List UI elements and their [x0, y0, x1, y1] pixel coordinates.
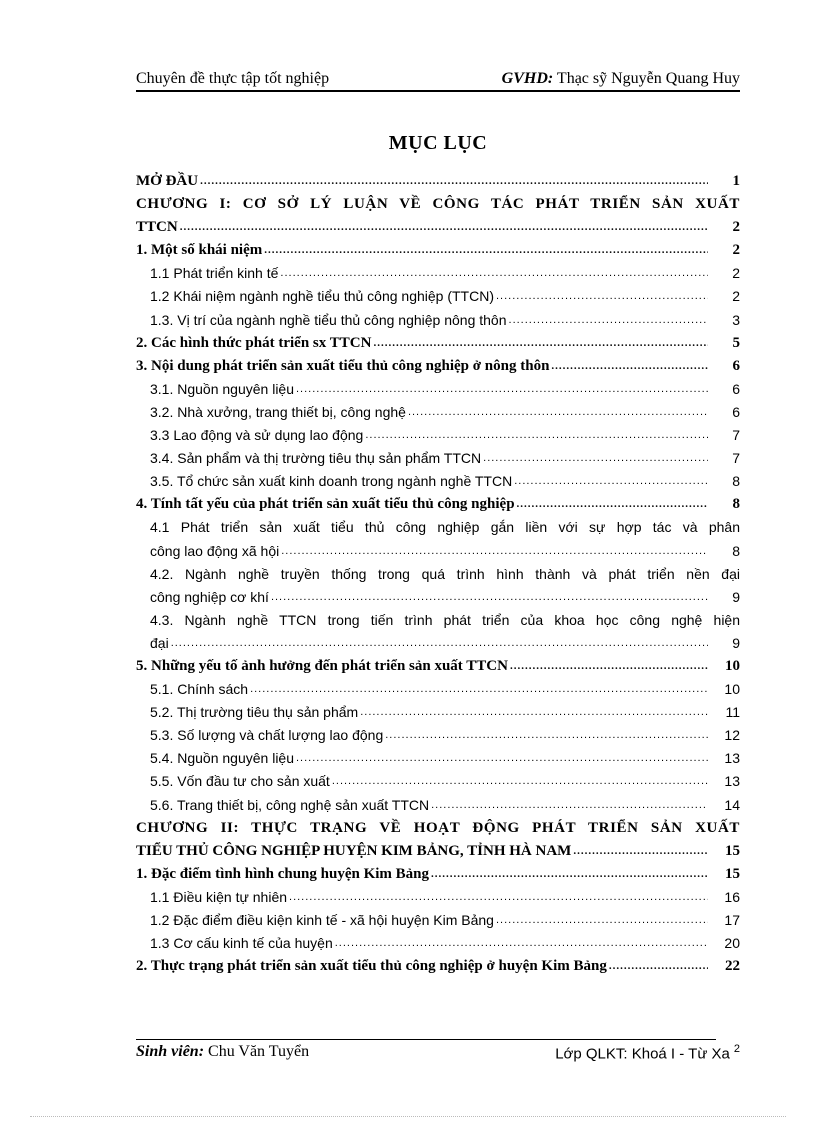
advisor-label: GVHD: [501, 70, 554, 87]
dot-leader [335, 932, 708, 955]
dot-leader [431, 863, 708, 886]
toc-entry-text: 1.2 Đặc điểm điều kiện kinh tế - xã hội huyện Kim Bảng [150, 912, 494, 928]
toc-entry-section[interactable] [136, 355, 740, 378]
footer-class [555, 1043, 740, 1063]
dot-leader [483, 447, 708, 470]
toc-entry-text: 1. Đặc điểm tình hình chung huyện Kim Bảng [136, 865, 429, 882]
toc-entry-subsection[interactable] [136, 770, 740, 793]
student-label: Sinh viên: [136, 1043, 205, 1060]
toc-entry-chapter-1[interactable] [136, 193, 740, 239]
footer-student [136, 1043, 309, 1063]
table-of-contents [136, 170, 740, 978]
dot-leader [280, 262, 708, 285]
toc-entry-subsection[interactable] [136, 678, 740, 701]
toc-page-number: 10 [724, 681, 740, 698]
toc-entry-text: 4. Tính tất yếu của phát triển sản xuất tiểu thủ công nghiệp [136, 496, 515, 513]
dot-leader [271, 586, 708, 609]
toc-entry-subsection[interactable] [136, 309, 740, 332]
toc-entry-text: công nghiệp cơ khí [150, 588, 269, 605]
dot-leader [250, 678, 708, 701]
dot-leader [332, 770, 708, 793]
toc-entry-subsection[interactable] [136, 262, 740, 285]
toc-page-number: 2 [732, 288, 740, 305]
dot-leader [373, 332, 708, 355]
toc-entry-text: 3.3 Lao động và sử dụng lao động [150, 427, 364, 444]
page-footer [136, 1043, 740, 1063]
toc-entry-section[interactable] [136, 863, 740, 886]
toc-page-number: 3 [732, 311, 740, 328]
toc-entry-text: MỞ ĐẦU [136, 173, 199, 189]
dot-leader [573, 840, 708, 863]
toc-entry-section[interactable] [136, 655, 740, 678]
toc-page-number: 2 [732, 265, 740, 282]
toc-entry-subsection[interactable] [136, 285, 740, 308]
dot-leader [360, 701, 708, 724]
toc-entry-text: 1.1 Phát triển kinh tế [150, 265, 279, 282]
toc-page-number: 15 [725, 865, 740, 882]
dot-leader [609, 955, 708, 978]
toc-entry-text: công lao động xã hội [150, 542, 280, 559]
dot-leader [296, 747, 708, 770]
toc-page-number: 14 [724, 796, 740, 813]
toc-page-number: 15 [725, 842, 740, 859]
header-advisor [502, 70, 740, 88]
toc-page-number: 17 [724, 912, 740, 928]
toc-page-number: 1 [732, 173, 740, 189]
toc-entry-chapter-2[interactable] [136, 817, 740, 863]
toc-entry-section[interactable] [136, 239, 740, 262]
toc-entry-text: TTCN [136, 219, 178, 236]
toc-entry-subsection[interactable] [136, 724, 740, 747]
dot-leader [431, 794, 708, 817]
toc-page-number: 10 [725, 657, 740, 674]
dot-leader [180, 216, 708, 239]
toc-entry-text: 5.2. Thị trường tiêu thụ sản phẩm [150, 704, 359, 721]
toc-entry-text: 1.1 Điều kiện tự nhiên [150, 888, 288, 905]
toc-entry-subsection[interactable] [136, 794, 740, 817]
toc-page-number: 20 [724, 935, 740, 952]
dot-leader [264, 239, 708, 262]
toc-entry-subsection[interactable] [136, 747, 740, 770]
toc-entry-text: 5.1. Chính sách [150, 681, 249, 698]
toc-entry-text: 3. Nội dung phát triển sản xuất tiểu thủ công nghiệp ở nông thôn [136, 357, 550, 374]
dot-leader [517, 493, 708, 516]
toc-entry-section[interactable] [136, 493, 740, 516]
toc-entry-subsection[interactable] [136, 401, 740, 424]
toc-page-number: 6 [732, 357, 740, 374]
toc-entry-text: 1.2 Khái niệm ngành nghề tiểu thủ công nghiệp (TTCN) [150, 288, 494, 305]
dot-leader [365, 424, 708, 447]
toc-entry-subsection[interactable] [136, 516, 740, 562]
toc-entry-subsection[interactable] [136, 609, 740, 655]
toc-entry-text: 1.3. Vị trí của ngành nghề tiểu thủ công nghiệp nông thôn [150, 311, 507, 328]
toc-page-number: 8 [732, 473, 740, 490]
toc-entry-text: 1. Một số khái niệm [136, 242, 263, 259]
toc-entry-subsection[interactable] [136, 932, 740, 955]
toc-page-number: 2 [732, 242, 740, 259]
toc-entry-text: 5.6. Trang thiết bị, công nghệ sản xuất TTCN [150, 796, 430, 813]
toc-entry-text-line1: CHƯƠNG II: THỰC TRẠNG VỀ HOẠT ĐỘNG PHÁT TRIỂN SẢN XUẤT [136, 819, 740, 836]
toc-entry-subsection[interactable] [136, 563, 740, 609]
toc-entry-subsection[interactable] [136, 909, 740, 932]
header-document-type: Chuyên đề thực tập tốt nghiệp [136, 70, 330, 87]
advisor-name: Thạc sỹ Nguyễn Quang Huy [556, 70, 740, 87]
toc-page-number: 11 [725, 704, 740, 721]
toc-page-number: 8 [732, 496, 740, 513]
dot-leader [408, 401, 708, 424]
toc-entry-text: 5.4. Nguồn nguyên liệu [150, 750, 294, 767]
dot-leader [514, 470, 708, 493]
toc-page-number: 16 [724, 888, 740, 905]
page-number: 2 [733, 1043, 740, 1055]
page-edge-divider [30, 1116, 786, 1117]
toc-page-number: 9 [732, 634, 740, 651]
toc-entry-subsection[interactable] [136, 886, 740, 909]
toc-page-number: 22 [725, 958, 740, 975]
toc-entry-subsection[interactable] [136, 701, 740, 724]
toc-entry-section[interactable] [136, 332, 740, 355]
toc-page-number: 12 [724, 727, 740, 744]
toc-entry-section[interactable] [136, 955, 740, 978]
toc-page-number: 7 [732, 427, 740, 444]
dot-leader [509, 309, 708, 332]
toc-entry-subsection[interactable] [136, 424, 740, 447]
toc-entry-text: 5.3. Số lượng và chất lượng lao động [150, 727, 384, 744]
toc-entry-text: 3.2. Nhà xưởng, trang thiết bị, công nghệ [150, 403, 406, 420]
toc-page-number: 6 [732, 380, 740, 397]
toc-entry-text: TIỂU THỦ CÔNG NGHIỆP HUYỆN KIM BẢNG, TỈNH HÀ NAM [136, 842, 572, 859]
dot-leader [496, 285, 708, 308]
toc-page-number: 8 [732, 542, 740, 559]
toc-entry-text: 1.3 Cơ cấu kinh tế của huyện [150, 935, 333, 952]
footer-divider [136, 1039, 716, 1040]
dot-leader [510, 655, 708, 678]
dot-leader [281, 540, 708, 563]
class-info: Lớp QLKT: Khoá I - Từ Xa [555, 1045, 730, 1063]
toc-entry-text: 2. Thực trạng phát triển sản xuất tiểu thủ công nghiệp ở huyện Kim Bảng [136, 958, 607, 975]
toc-entry-text: 3.1. Nguồn nguyên liệu [150, 380, 294, 397]
student-name: Chu Văn Tuyển [208, 1043, 310, 1060]
dot-leader [296, 378, 708, 401]
dot-leader [200, 170, 708, 193]
toc-entry-text-line1: CHƯƠNG I: CƠ SỞ LÝ LUẬN VỀ CÔNG TÁC PHÁT TRIỂN SẢN XUẤT [136, 196, 740, 213]
toc-entry-text: 3.4. Sản phẩm và thị trường tiêu thụ sản phẩm TTCN [150, 450, 482, 467]
dot-leader [171, 632, 708, 655]
toc-entry-text-line1: 4.2. Ngành nghề truyền thống trong quá trình hình thành và phát triển nền đại [150, 565, 740, 582]
toc-entry-text-line1: 4.1 Phát triển sản xuất tiểu thủ công nghiệp gắn liền với sự hợp tác và phân [150, 519, 740, 536]
dot-leader [385, 724, 708, 747]
toc-entry-text-line1: 4.3. Ngành nghề TTCN trong tiến trình phát triển của khoa học công nghệ hiện [150, 611, 740, 628]
toc-page-number: 7 [732, 450, 740, 467]
page-header [136, 66, 740, 92]
toc-entry-text: đại [150, 634, 169, 651]
dot-leader [289, 886, 708, 909]
toc-entry-subsection[interactable] [136, 378, 740, 401]
toc-page-number: 2 [732, 219, 740, 236]
toc-entry-intro[interactable] [136, 170, 740, 193]
toc-page-number: 9 [732, 588, 740, 605]
toc-page-number: 6 [732, 403, 740, 420]
toc-entry-text: 5.5. Vốn đầu tư cho sản xuất [150, 773, 330, 790]
toc-page-number: 13 [724, 773, 740, 790]
dot-leader [551, 355, 708, 378]
page-title: MỤC LỤC [388, 132, 488, 154]
toc-page-number: 5 [732, 334, 740, 351]
toc-entry-subsection[interactable] [136, 447, 740, 470]
toc-entry-subsection[interactable] [136, 470, 740, 493]
dot-leader [496, 909, 708, 932]
toc-page-number: 13 [724, 750, 740, 767]
toc-entry-text: 2. Các hình thức phát triển sx TTCN [136, 334, 372, 351]
toc-entry-text: 5. Những yếu tố ảnh hưởng đến phát triển sản xuất TTCN [136, 657, 508, 674]
toc-entry-text: 3.5. Tổ chức sản xuất kinh doanh trong ngành nghề TTCN [150, 473, 513, 490]
